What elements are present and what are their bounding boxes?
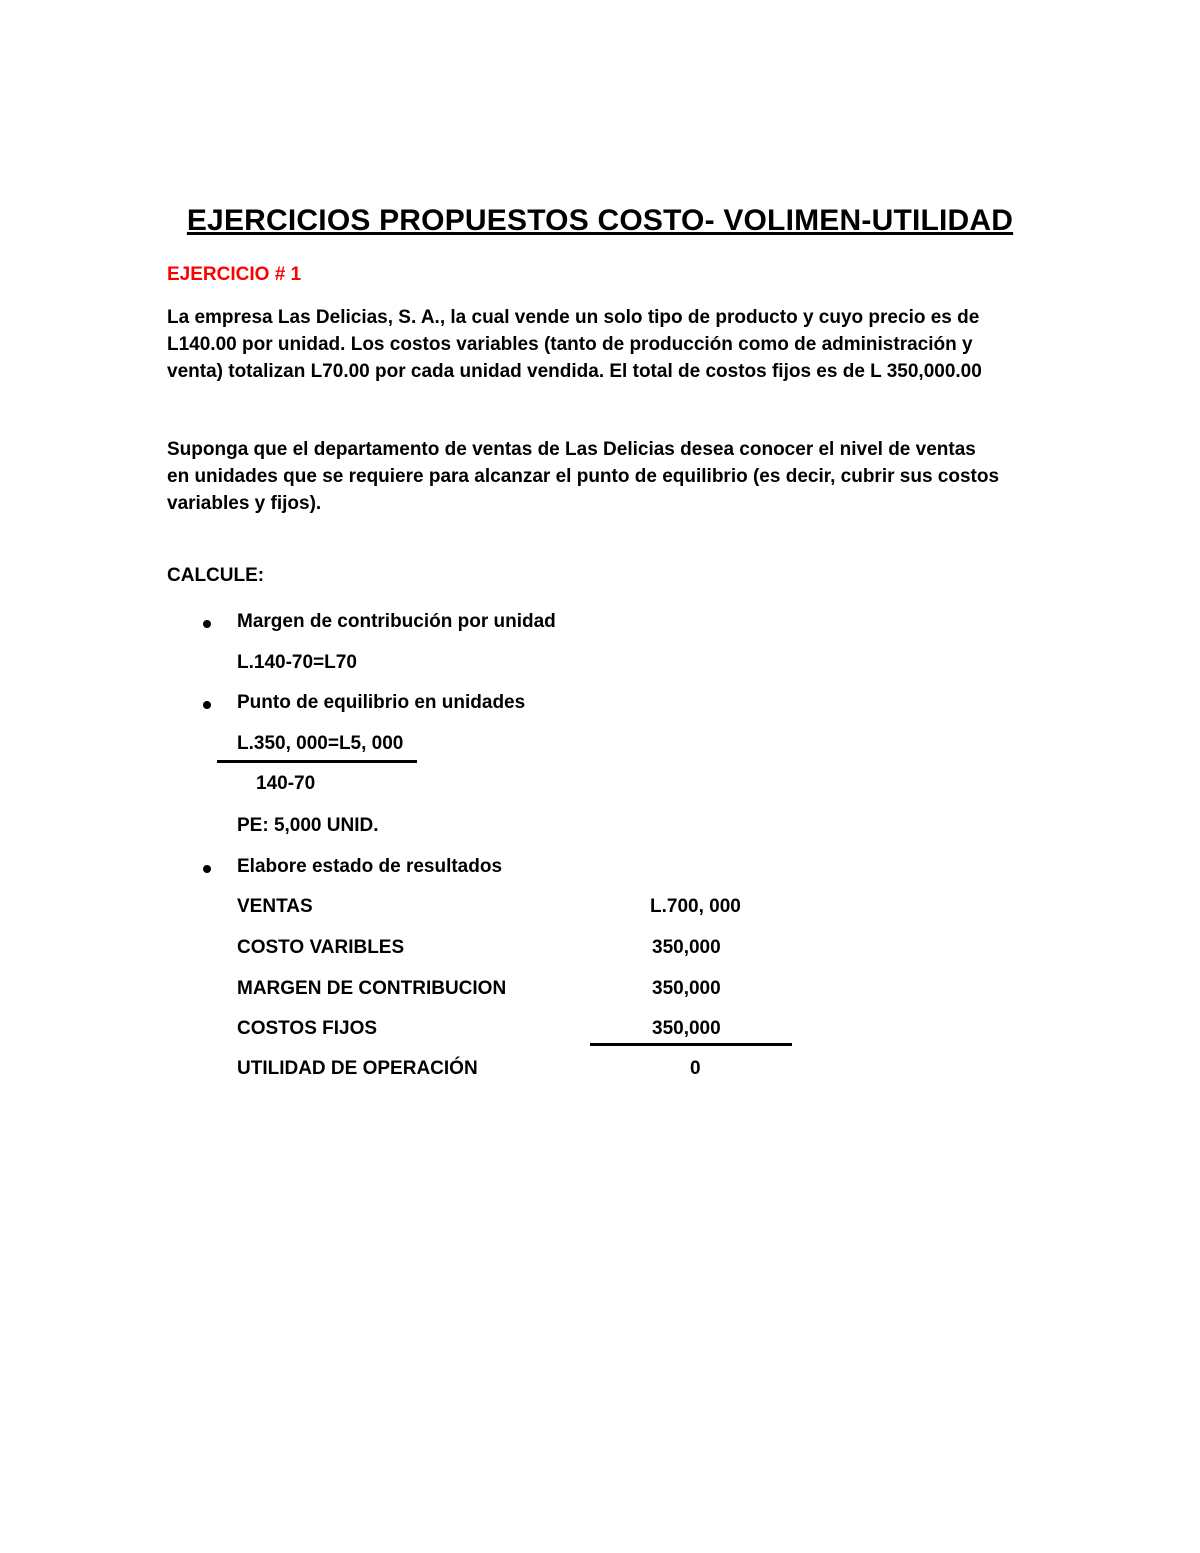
statement-amount: L.700, 000 (650, 896, 741, 917)
statement-amount: 350,000 (652, 1018, 721, 1039)
breakeven-denominator: 140-70 (256, 773, 316, 794)
statement-concept: COSTOS FIJOS (237, 1018, 378, 1039)
paragraph-line: Suponga que el departamento de ventas de Las Delicias desea conocer el nivel de ventas (167, 439, 976, 460)
statement-concept: VENTAS (237, 896, 313, 917)
fraction-bar (217, 760, 417, 763)
margin-answer: L.140-70=L70 (237, 652, 357, 673)
bullet-icon (203, 701, 211, 709)
breakeven-numerator: L.350, 000=L5, 000 (237, 733, 404, 754)
statement-concept: MARGEN DE CONTRIBUCION (237, 978, 507, 999)
breakeven-result: PE: 5,000 UNID. (237, 815, 379, 836)
calcule-heading: CALCULE: (167, 565, 265, 586)
bullet-label: Punto de equilibrio en unidades (237, 692, 526, 713)
exercise-label: EJERCICIO # 1 (167, 264, 302, 285)
bullet-icon (203, 865, 211, 873)
bullet-label: Margen de contribución por unidad (237, 611, 556, 632)
bullet-icon (203, 620, 211, 628)
statement-amount: 350,000 (652, 978, 721, 999)
statement-concept: COSTO VARIBLES (237, 937, 405, 958)
page-title: EJERCICIOS PROPUESTOS COSTO- VOLIMEN-UTILIDAD (186, 204, 1014, 237)
bullet-label: Elabore estado de resultados (237, 856, 503, 877)
statement-concept: UTILIDAD DE OPERACIÓN (237, 1058, 478, 1079)
question-paragraph (167, 436, 1035, 517)
total-underline (590, 1043, 792, 1046)
statement-amount: 0 (690, 1058, 701, 1079)
paragraph-line: L140.00 por unidad. Los costos variables (tanto de producción como de administración y (167, 334, 973, 355)
paragraph-line: en unidades que se requiere para alcanzar el punto de equilibrio (es decir, cubrir sus costos (167, 466, 1000, 487)
paragraph-line: variables y fijos). (167, 493, 322, 514)
paragraph-line: venta) totalizan L70.00 por cada unidad vendida. El total de costos fijos es de L 350,000.00 (167, 361, 982, 382)
paragraph-line: La empresa Las Delicias, S. A., la cual vende un solo tipo de producto y cuyo precio es de (167, 307, 980, 328)
problem-statement-paragraph (167, 304, 1035, 385)
statement-amount: 350,000 (652, 937, 721, 958)
